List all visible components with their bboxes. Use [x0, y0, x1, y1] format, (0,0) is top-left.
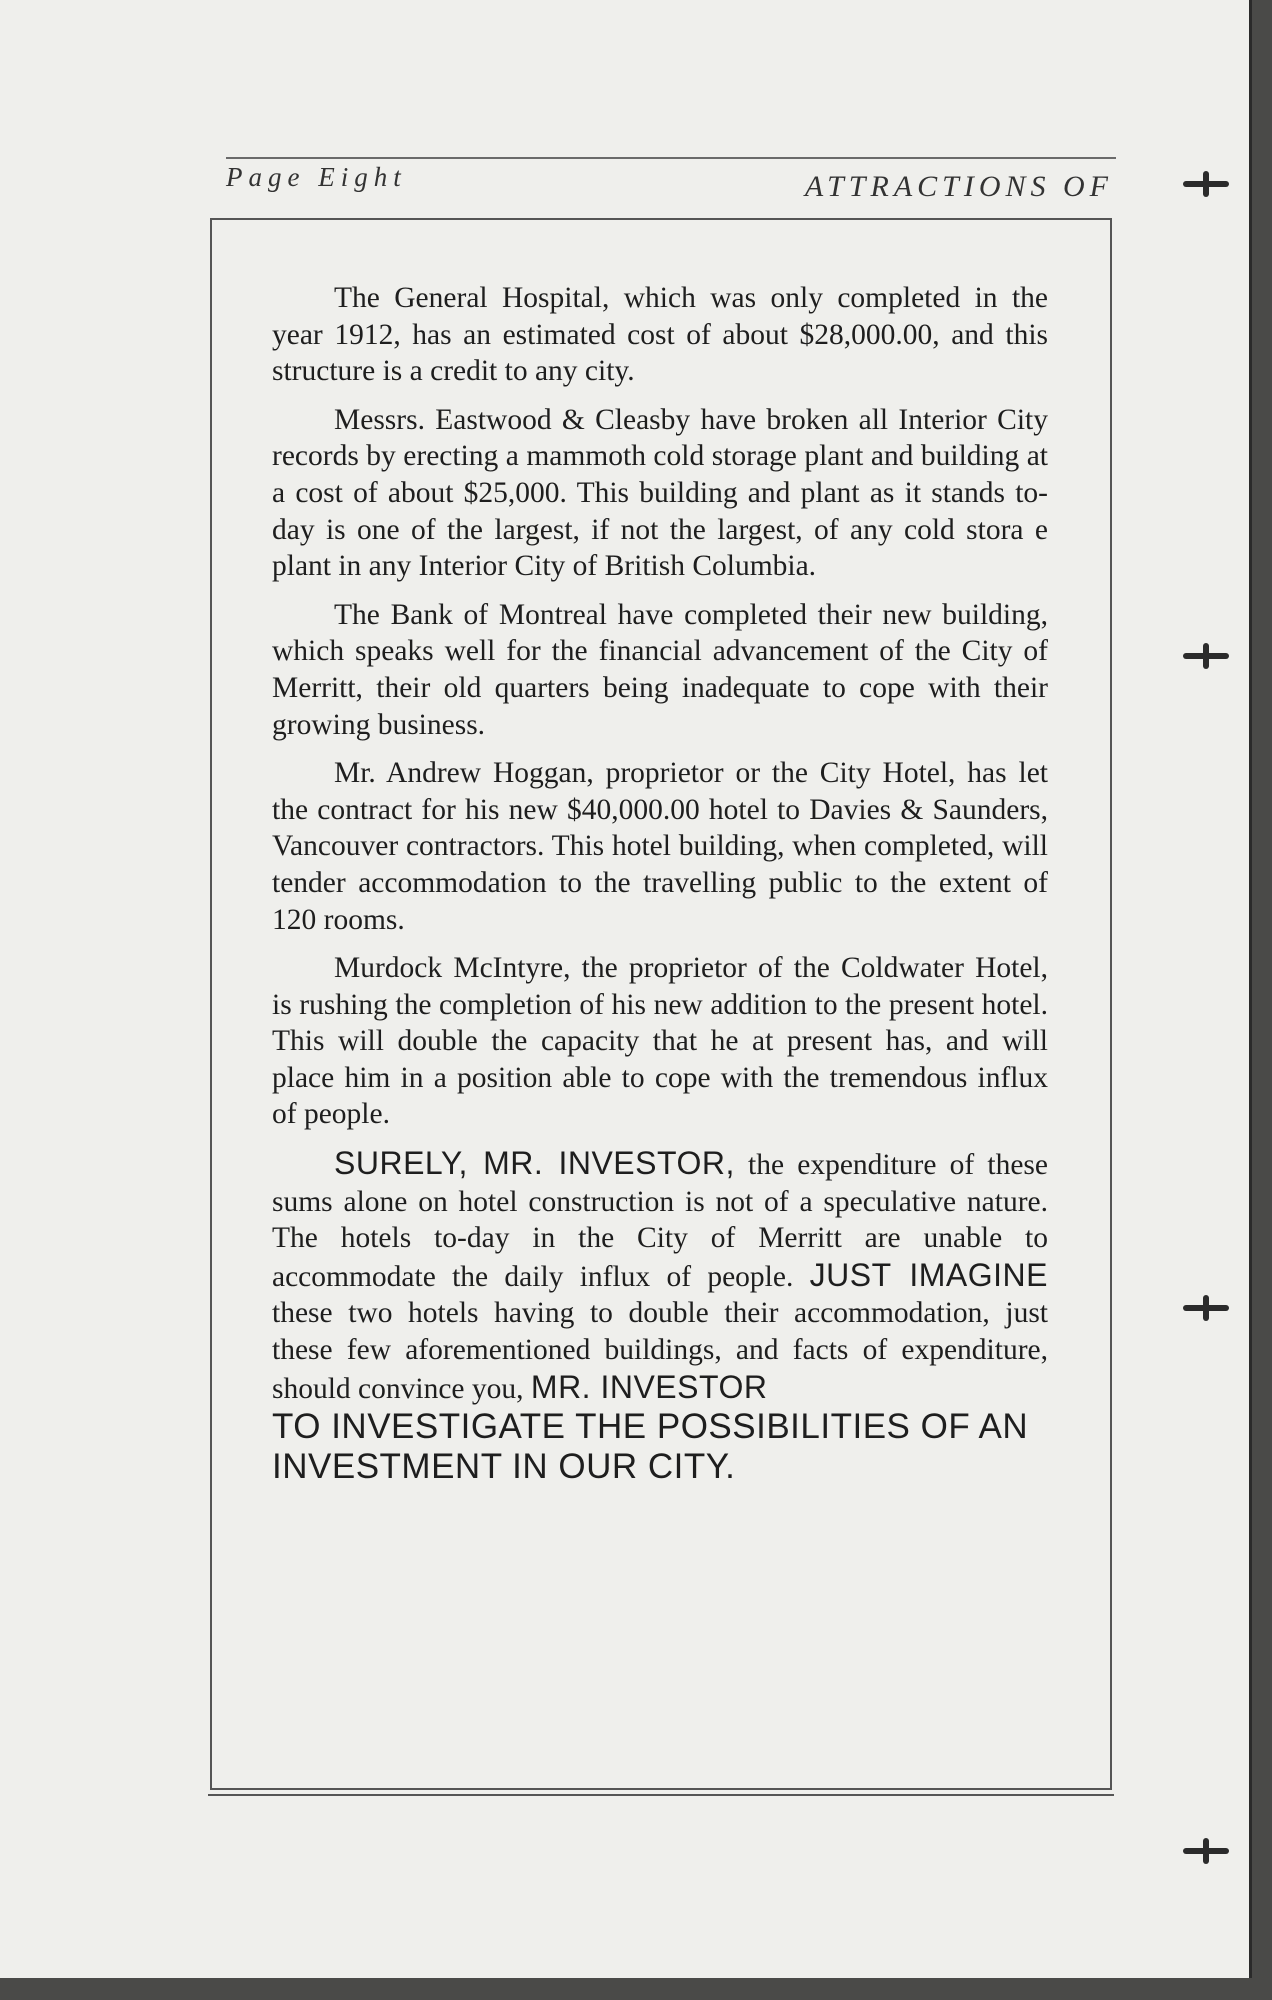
- running-title: ATTRACTIONS OF: [804, 170, 1113, 203]
- paragraph-city-hotel: Mr. Andrew Hoggan, proprietor or the City Hotel, has let the contract for his new $40,000.00 hotel to Davies & Saunders, Vancouver contractors. This hotel building, when completed, will tender accommodation to the travelling public to the extent of 120 rooms.: [272, 757, 1048, 936]
- closing-end-caps: MR. INVESTOR: [530, 1368, 768, 1405]
- binding-stitch-mark: [1183, 1305, 1229, 1311]
- closing-text-1: the expenditure of these sums alone on hotel construction is not of a speculative nature. The hotels to-day in the City of Merritt are unable to accommodate the daily influx of people.: [272, 1149, 1048, 1293]
- paragraph-bank: The Bank of Montreal have completed their new building, which speaks well for the financial advancement of the City of Merritt, their old quarters being inadequate to cope with their growing business.: [272, 598, 1048, 741]
- page-number-label: Page Eight: [226, 162, 407, 192]
- closing-lead-caps: SURELY, MR. INVESTOR,: [334, 1145, 735, 1182]
- paragraph-closing-appeal: [272, 1145, 1048, 1487]
- header-rule: [226, 157, 1116, 159]
- closing-text-2: these two hotels having to double their accommodation, just these few aforementioned buildings, and facts of expenditure, should convince you,: [272, 1297, 1048, 1405]
- binding-stitch-mark: [1183, 1848, 1229, 1854]
- closing-final-caps: TO INVESTIGATE THE POSSIBILITIES OF AN INVESTMENT IN OUR CITY.: [272, 1407, 1029, 1487]
- paragraph-coldwater-hotel: Murdock McIntyre, the proprietor of the Coldwater Hotel, is rushing the completion of his new addition to the present hotel. This will double the capacity that he at present has, and will place him in a position able to cope with the tremendous influx of people.: [272, 952, 1048, 1131]
- paragraph-hospital: The General Hospital, which was only completed in the year 1912, has an estimated cost of about $28,000.00, and this structure is a credit to any city.: [272, 282, 1048, 388]
- closing-mid-caps: JUST IMAGINE: [809, 1256, 1048, 1293]
- article-body: [272, 280, 1048, 1499]
- binding-stitch-mark: [1183, 653, 1229, 659]
- binding-stitch-mark: [1183, 181, 1229, 187]
- paragraph-cold-storage: Messrs. Eastwood & Cleasby have broken all Interior City records by erecting a mammoth cold storage plant and building at a cost of about $25,000. This building and plant as it stands to-day is one of the largest, if not the largest, of any cold stora e plant in any Interior City of British Columbia.: [272, 403, 1048, 583]
